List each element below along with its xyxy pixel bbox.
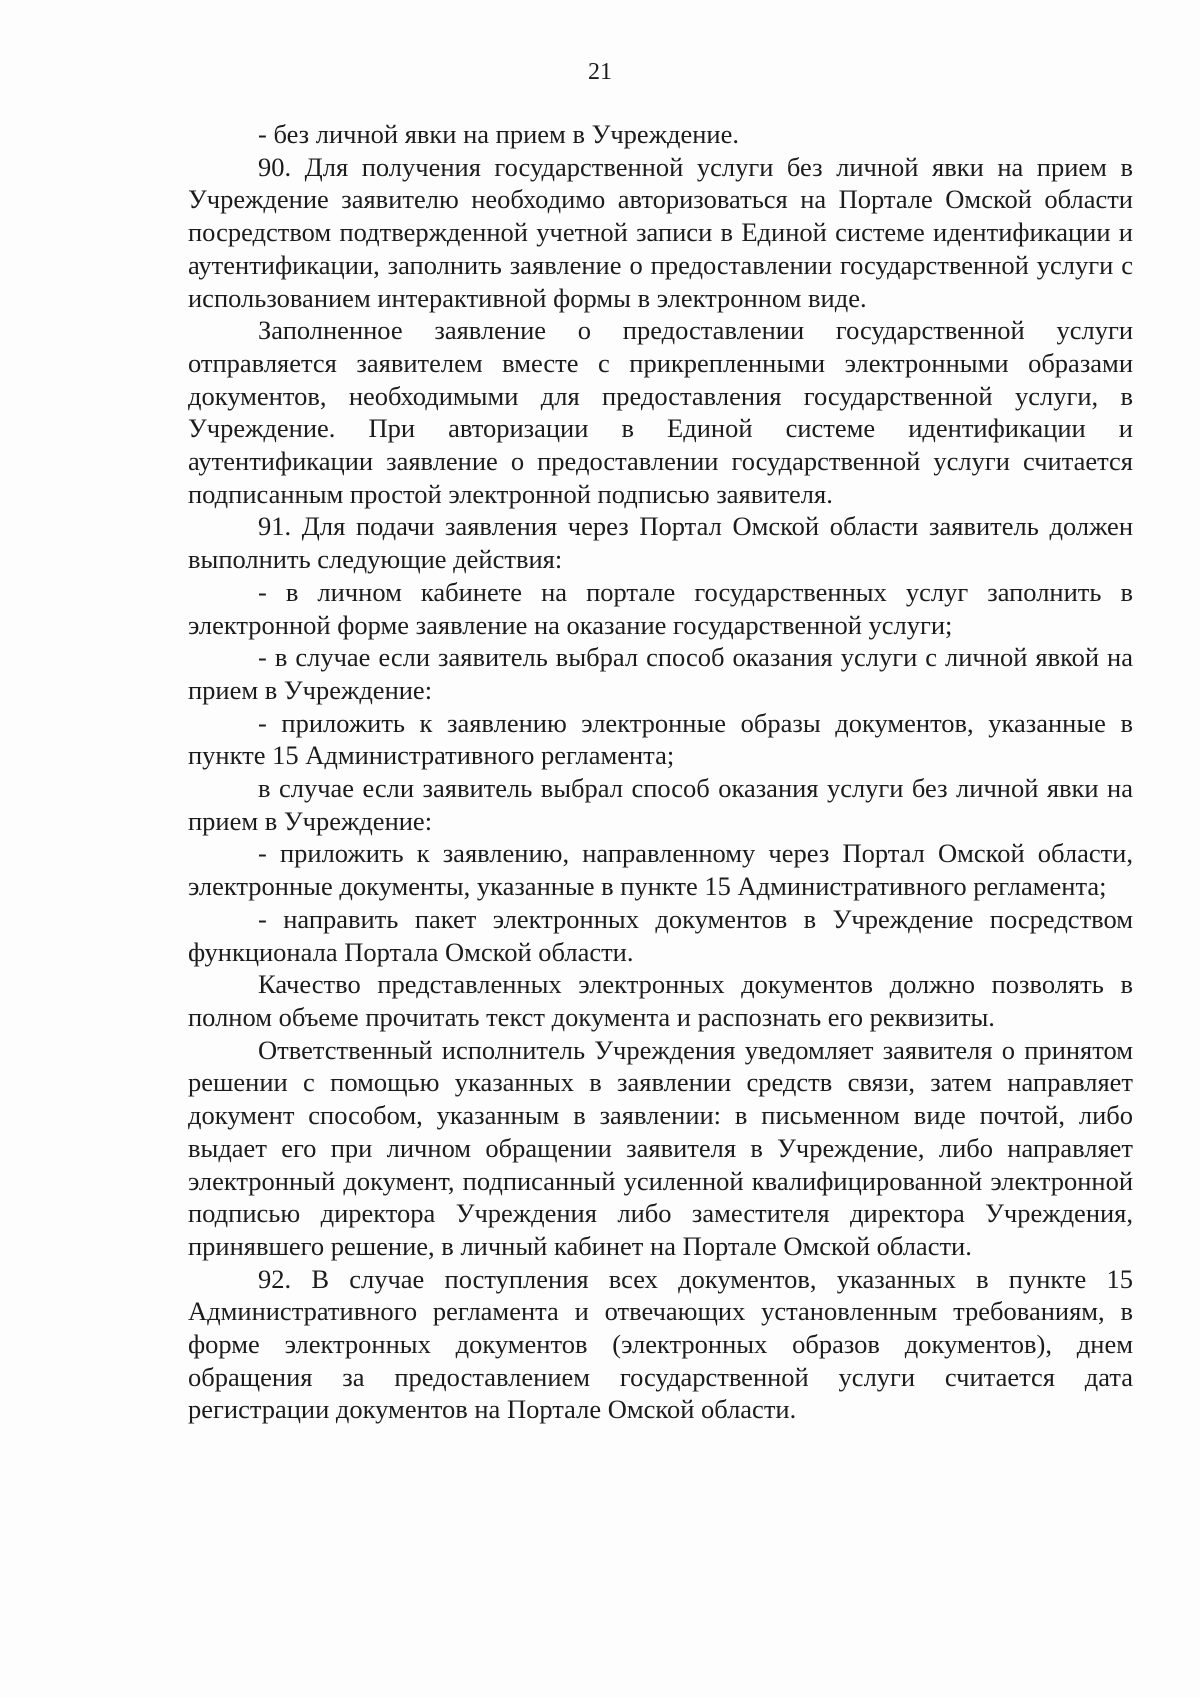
paragraph-attach-images: - приложить к заявлению электронные образы документов, указанные в пункте 15 Административного регламента; bbox=[188, 707, 1133, 771]
paragraph-send-package: - направить пакет электронных документов в Учреждение посредством функционала Портала Омской области. bbox=[188, 903, 1133, 967]
paragraph-90-authorization: 90. Для получения государственной услуги без личной явки на прием в Учреждение заявителю необходимо авторизоваться на Портале Омской области посредством подтвержденной учетной записи в Единой системе идентификации и аутентификации, заполнить заявление о предоставлении государственной услуги с использованием интерактивной формы в электронном виде. bbox=[188, 151, 1133, 313]
document-body bbox=[188, 118, 1133, 1426]
page-number: 21 bbox=[588, 59, 612, 85]
paragraph-no-visit-case: в случае если заявитель выбрал способ оказания услуги без личной явки на прием в Учреждение: bbox=[188, 773, 1133, 836]
paragraph-document-quality: Качество представленных электронных документов должно позволять в полном объеме прочитать текст документа и распознать его реквизиты. bbox=[188, 969, 1133, 1032]
paragraph-fill-application: - в личном кабинете на портале государственных услуг заполнить в электронной форме заявление на оказание государственной услуги; bbox=[188, 576, 1133, 640]
paragraph-91-actions: 91. Для подачи заявления через Портал Омской области заявитель должен выполнить следующие действия: bbox=[188, 511, 1133, 575]
paragraph-no-visit-item: - без личной явки на прием в Учреждение. bbox=[258, 119, 739, 149]
paragraph-notification: Ответственный исполнитель Учреждения уведомляет заявителя о принятом решении с помощью указанных в заявлении средств связи, затем направляет документ способом, указанным в заявлении: в письменном виде почтой, либо выдает его при личном обращении заявителя в Учреждение, либо направляет электронный документ, подписанный усиленной квалифицированной электронной подписью директора Учреждения либо заместителя директора Учреждения, принявшего решение, в личный кабинет на Портале Омской области. bbox=[188, 1034, 1133, 1261]
paragraph-attach-documents: - приложить к заявлению, направленному через Портал Омской области, электронные документы, указанные в пункте 15 Административного регламента; bbox=[188, 838, 1133, 902]
paragraph-application-sending: Заполненное заявление о предоставлении государственной услуги отправляется заявителем вместе с прикрепленными электронными образами документов, необходимыми для предоставления государственной услуги, в Учреждение. При авторизации в Единой системе идентификации и аутентификации заявление о предоставлении государственной услуги считается подписанным простой электронной подписью заявителя. bbox=[188, 315, 1133, 509]
paragraph-92-registration-date: 92. В случае поступления всех документов, указанных в пункте 15 Административного регламента и отвечающих установленным требованиям, в форме электронных документов (электронных образов документов), днем обращения за предоставлением государственной услуги считается дата регистрации документов на Портале Омской области. bbox=[188, 1263, 1133, 1425]
paragraph-personal-visit-case: - в случае если заявитель выбрал способ оказания услуги с личной явкой на прием в Учреждение: bbox=[188, 642, 1133, 705]
